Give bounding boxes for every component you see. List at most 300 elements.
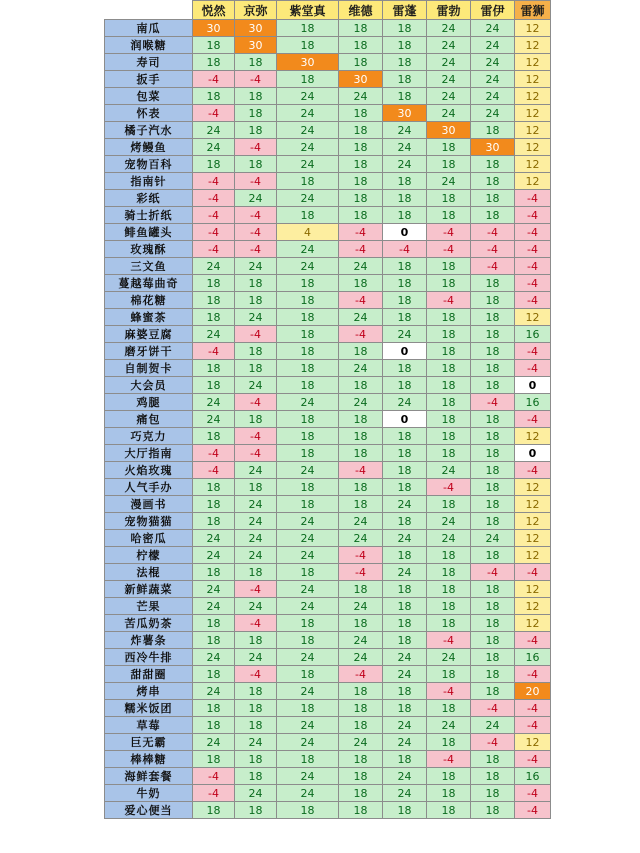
table-cell: 18 <box>339 173 383 190</box>
table-row <box>105 547 551 564</box>
table-cell: 24 <box>471 37 515 54</box>
row-header: 自制贺卡 <box>105 360 193 377</box>
table-cell: 18 <box>193 700 235 717</box>
table-cell: 24 <box>193 122 235 139</box>
table-row <box>105 360 551 377</box>
table-row <box>105 105 551 122</box>
table-cell: 18 <box>383 37 427 54</box>
table-cell: -4 <box>515 564 551 581</box>
table-cell: 18 <box>235 768 277 785</box>
table-cell: 18 <box>235 802 277 819</box>
table-cell: 24 <box>383 394 427 411</box>
table-cell: 24 <box>193 734 235 751</box>
table-cell: 18 <box>235 156 277 173</box>
table-cell: -4 <box>515 360 551 377</box>
table-cell: 24 <box>383 530 427 547</box>
table-cell: -4 <box>235 326 277 343</box>
table-row <box>105 445 551 462</box>
table-row <box>105 207 551 224</box>
table-cell: 18 <box>471 547 515 564</box>
row-header: 法棍 <box>105 564 193 581</box>
table-cell: -4 <box>515 717 551 734</box>
table-cell: -4 <box>515 632 551 649</box>
table-cell: 24 <box>471 88 515 105</box>
table-cell: 24 <box>383 139 427 156</box>
table-cell: 18 <box>235 360 277 377</box>
table-row <box>105 411 551 428</box>
table-cell: 0 <box>515 445 551 462</box>
row-header: 棒棒糖 <box>105 751 193 768</box>
table-body <box>105 20 551 819</box>
table-cell: 18 <box>339 581 383 598</box>
table-cell: 20 <box>515 683 551 700</box>
table-row <box>105 275 551 292</box>
table-cell: 24 <box>427 717 471 734</box>
table-cell: 18 <box>193 717 235 734</box>
table-cell: 18 <box>427 309 471 326</box>
table-cell: -4 <box>515 751 551 768</box>
table-cell: 18 <box>471 649 515 666</box>
table-cell: -4 <box>235 173 277 190</box>
table-cell: 18 <box>193 156 235 173</box>
corner-cell <box>105 1 193 20</box>
table-cell: 18 <box>193 292 235 309</box>
table-cell: 12 <box>515 615 551 632</box>
table-cell: -4 <box>515 700 551 717</box>
table-cell: 18 <box>427 615 471 632</box>
table-cell: -4 <box>235 428 277 445</box>
table-cell: -4 <box>515 190 551 207</box>
table-cell: 24 <box>383 734 427 751</box>
table-row <box>105 496 551 513</box>
row-header: 磨牙饼干 <box>105 343 193 360</box>
table-cell: 18 <box>277 71 339 88</box>
table-cell: 24 <box>235 496 277 513</box>
row-header: 鸡腿 <box>105 394 193 411</box>
table-cell: 18 <box>383 547 427 564</box>
table-cell: -4 <box>427 751 471 768</box>
table-cell: 18 <box>339 683 383 700</box>
table-cell: 24 <box>427 54 471 71</box>
table-cell: 18 <box>471 190 515 207</box>
table-cell: 24 <box>471 54 515 71</box>
table-cell: 24 <box>277 122 339 139</box>
table-row <box>105 734 551 751</box>
table-cell: -4 <box>193 785 235 802</box>
table-cell: 18 <box>277 615 339 632</box>
row-header: 怀表 <box>105 105 193 122</box>
row-header: 彩纸 <box>105 190 193 207</box>
table-cell: 24 <box>471 71 515 88</box>
table-cell: 18 <box>383 190 427 207</box>
table-row <box>105 139 551 156</box>
table-cell: 18 <box>383 207 427 224</box>
table-cell: 30 <box>277 54 339 71</box>
table-cell: 0 <box>383 224 427 241</box>
table-cell: 18 <box>427 598 471 615</box>
table-cell: 24 <box>383 785 427 802</box>
table-row <box>105 479 551 496</box>
table-cell: 24 <box>235 513 277 530</box>
table-row <box>105 122 551 139</box>
table-cell: 24 <box>339 530 383 547</box>
row-header: 爱心便当 <box>105 802 193 819</box>
row-header: 哈密瓜 <box>105 530 193 547</box>
table-cell: 18 <box>383 615 427 632</box>
table-cell: -4 <box>339 241 383 258</box>
table-cell: 24 <box>383 717 427 734</box>
table-cell: -4 <box>471 394 515 411</box>
table-cell: 12 <box>515 479 551 496</box>
table-cell: -4 <box>427 479 471 496</box>
table-cell: 24 <box>383 122 427 139</box>
table-cell: 18 <box>235 54 277 71</box>
table-cell: 30 <box>235 20 277 37</box>
row-header: 烤鳗鱼 <box>105 139 193 156</box>
table-cell: 18 <box>277 751 339 768</box>
table-cell: 18 <box>471 666 515 683</box>
table-cell: 18 <box>235 343 277 360</box>
table-cell: -4 <box>193 241 235 258</box>
table-cell: 24 <box>277 717 339 734</box>
table-cell: 24 <box>193 394 235 411</box>
table-row <box>105 309 551 326</box>
table-cell: -4 <box>471 564 515 581</box>
table-cell: -4 <box>471 734 515 751</box>
table-cell: 18 <box>427 207 471 224</box>
table-cell: 18 <box>235 275 277 292</box>
table-row <box>105 598 551 615</box>
table-cell: 24 <box>193 326 235 343</box>
table-cell: -4 <box>427 683 471 700</box>
table-cell: 18 <box>383 751 427 768</box>
table-cell: 18 <box>277 411 339 428</box>
table-cell: 18 <box>471 479 515 496</box>
row-header: 甜甜圈 <box>105 666 193 683</box>
table-cell: 18 <box>427 445 471 462</box>
table-cell: 30 <box>427 122 471 139</box>
table-cell: 30 <box>383 105 427 122</box>
table-cell: 24 <box>277 649 339 666</box>
table-cell: 18 <box>471 751 515 768</box>
column-header: 紫堂真 <box>277 1 339 20</box>
table-cell: 24 <box>339 734 383 751</box>
table-cell: 18 <box>471 360 515 377</box>
table-cell: 24 <box>235 547 277 564</box>
table-cell: 18 <box>235 751 277 768</box>
table-cell: 18 <box>277 445 339 462</box>
table-cell: 18 <box>339 717 383 734</box>
table-cell: 18 <box>471 581 515 598</box>
table-cell: -4 <box>235 241 277 258</box>
column-header: 维德 <box>339 1 383 20</box>
table-cell: 18 <box>471 207 515 224</box>
table-cell: 30 <box>471 139 515 156</box>
table-cell: -4 <box>235 581 277 598</box>
table-cell: 24 <box>235 598 277 615</box>
table-cell: 18 <box>193 428 235 445</box>
table-cell: 18 <box>471 173 515 190</box>
table-row <box>105 564 551 581</box>
table-row <box>105 71 551 88</box>
table-cell: 18 <box>193 479 235 496</box>
table-cell: 24 <box>235 309 277 326</box>
table-cell: -4 <box>235 207 277 224</box>
table-cell: 18 <box>471 785 515 802</box>
table-cell: 18 <box>383 462 427 479</box>
table-cell: -4 <box>193 445 235 462</box>
row-header: 烤串 <box>105 683 193 700</box>
table-cell: 18 <box>277 377 339 394</box>
table-cell: 18 <box>471 411 515 428</box>
table-cell: 24 <box>277 156 339 173</box>
table-cell: 18 <box>193 513 235 530</box>
table-cell: 18 <box>427 275 471 292</box>
column-header: 京弥 <box>235 1 277 20</box>
table-cell: 18 <box>193 564 235 581</box>
table-cell: 24 <box>339 598 383 615</box>
table-cell: -4 <box>427 632 471 649</box>
table-cell: 24 <box>235 649 277 666</box>
row-header: 蜂蜜茶 <box>105 309 193 326</box>
table-cell: 18 <box>471 768 515 785</box>
table-cell: 18 <box>277 360 339 377</box>
table-cell: 12 <box>515 581 551 598</box>
table-row <box>105 241 551 258</box>
row-header: 骑士折纸 <box>105 207 193 224</box>
table-cell: 12 <box>515 496 551 513</box>
table-cell: -4 <box>515 275 551 292</box>
table-cell: 18 <box>427 581 471 598</box>
row-header: 橘子汽水 <box>105 122 193 139</box>
table-cell: 24 <box>339 88 383 105</box>
table-cell: 18 <box>427 700 471 717</box>
row-header: 漫画书 <box>105 496 193 513</box>
table-cell: 12 <box>515 156 551 173</box>
table-cell: -4 <box>339 326 383 343</box>
table-cell: 18 <box>277 292 339 309</box>
table-cell: -4 <box>471 700 515 717</box>
table-cell: 24 <box>277 105 339 122</box>
table-cell: 18 <box>339 190 383 207</box>
table-cell: 24 <box>383 666 427 683</box>
table-cell: 18 <box>471 377 515 394</box>
table-cell: 18 <box>427 360 471 377</box>
table-row <box>105 326 551 343</box>
table-cell: 24 <box>383 156 427 173</box>
table-row <box>105 683 551 700</box>
table-cell: 24 <box>427 37 471 54</box>
row-header: 蔓越莓曲奇 <box>105 275 193 292</box>
table-cell: 18 <box>383 88 427 105</box>
table-cell: 18 <box>193 802 235 819</box>
table-cell: 24 <box>277 513 339 530</box>
table-cell: 24 <box>339 309 383 326</box>
table-cell: 18 <box>339 275 383 292</box>
row-header: 糯米饭团 <box>105 700 193 717</box>
table-cell: 18 <box>339 428 383 445</box>
row-header: 新鲜蔬菜 <box>105 581 193 598</box>
table-cell: 24 <box>277 683 339 700</box>
table-cell: 18 <box>383 428 427 445</box>
table-cell: 18 <box>471 428 515 445</box>
table-cell: 18 <box>235 683 277 700</box>
table-cell: 24 <box>277 598 339 615</box>
table-row <box>105 37 551 54</box>
table-cell: 18 <box>383 700 427 717</box>
row-header: 玫瑰酥 <box>105 241 193 258</box>
table-cell: -4 <box>339 547 383 564</box>
table-cell: 18 <box>277 632 339 649</box>
table-cell: -4 <box>515 207 551 224</box>
table-cell: 18 <box>339 785 383 802</box>
table-cell: -4 <box>235 445 277 462</box>
table-cell: 24 <box>193 547 235 564</box>
table-cell: 24 <box>383 649 427 666</box>
table-cell: -4 <box>427 292 471 309</box>
table-cell: 0 <box>383 343 427 360</box>
table-cell: -4 <box>515 241 551 258</box>
table-cell: 18 <box>339 700 383 717</box>
table-row <box>105 462 551 479</box>
table-cell: 18 <box>193 360 235 377</box>
row-header: 草莓 <box>105 717 193 734</box>
table-cell: 18 <box>339 479 383 496</box>
row-header: 宠物百科 <box>105 156 193 173</box>
table-cell: 18 <box>339 343 383 360</box>
table-cell: -4 <box>339 666 383 683</box>
table-cell: 18 <box>383 598 427 615</box>
column-header: 雷狮 <box>515 1 551 20</box>
table-cell: 18 <box>193 54 235 71</box>
table-cell: -4 <box>383 241 427 258</box>
table-cell: 18 <box>427 428 471 445</box>
row-header: 炸薯条 <box>105 632 193 649</box>
table-cell: 18 <box>235 105 277 122</box>
row-header: 指南针 <box>105 173 193 190</box>
table-cell: 18 <box>339 445 383 462</box>
table-cell: 24 <box>235 734 277 751</box>
table-cell: 16 <box>515 649 551 666</box>
table-cell: 18 <box>383 513 427 530</box>
column-header: 雷伊 <box>471 1 515 20</box>
table-cell: 18 <box>383 377 427 394</box>
table-cell: 24 <box>427 173 471 190</box>
row-header: 扳手 <box>105 71 193 88</box>
table-cell: -4 <box>235 666 277 683</box>
table-row <box>105 717 551 734</box>
table-cell: -4 <box>235 394 277 411</box>
table-cell: 18 <box>193 37 235 54</box>
table-row <box>105 292 551 309</box>
table-cell: 4 <box>277 224 339 241</box>
table-cell: -4 <box>515 411 551 428</box>
table-cell: 18 <box>193 615 235 632</box>
table-cell: 12 <box>515 734 551 751</box>
table-cell: 18 <box>383 20 427 37</box>
table-cell: -4 <box>193 768 235 785</box>
row-header: 痛包 <box>105 411 193 428</box>
table-cell: -4 <box>515 224 551 241</box>
table-cell: 24 <box>235 190 277 207</box>
table-cell: 18 <box>427 564 471 581</box>
table-cell: 18 <box>339 411 383 428</box>
table-cell: 24 <box>277 241 339 258</box>
table-cell: 24 <box>471 105 515 122</box>
table-cell: 18 <box>277 666 339 683</box>
table-cell: 12 <box>515 54 551 71</box>
table-cell: 24 <box>277 462 339 479</box>
table-row <box>105 88 551 105</box>
table-cell: 18 <box>277 326 339 343</box>
table-cell: 24 <box>471 20 515 37</box>
table-cell: 18 <box>383 258 427 275</box>
table-cell: 18 <box>427 547 471 564</box>
table-cell: 18 <box>471 326 515 343</box>
table-cell: -4 <box>193 343 235 360</box>
table-cell: 18 <box>471 122 515 139</box>
header-row <box>105 1 551 20</box>
table-cell: 18 <box>427 190 471 207</box>
table-cell: 24 <box>339 258 383 275</box>
table-cell: 16 <box>515 394 551 411</box>
table-cell: 18 <box>339 768 383 785</box>
table-cell: 24 <box>427 462 471 479</box>
table-cell: 18 <box>339 139 383 156</box>
table-cell: 24 <box>277 581 339 598</box>
row-header: 苦瓜奶茶 <box>105 615 193 632</box>
table-cell: 12 <box>515 513 551 530</box>
row-header: 宠物猫猫 <box>105 513 193 530</box>
table-cell: -4 <box>515 462 551 479</box>
table-cell: 18 <box>471 598 515 615</box>
table-header <box>105 1 551 20</box>
row-header: 人气手办 <box>105 479 193 496</box>
table-cell: 18 <box>383 581 427 598</box>
table-cell: 18 <box>427 785 471 802</box>
row-header: 大厅指南 <box>105 445 193 462</box>
table-cell: 18 <box>383 632 427 649</box>
row-header: 火焰玫瑰 <box>105 462 193 479</box>
table-cell: 24 <box>193 258 235 275</box>
table-cell: 18 <box>471 615 515 632</box>
table-cell: 18 <box>193 377 235 394</box>
table-cell: 18 <box>471 496 515 513</box>
table-cell: 18 <box>277 343 339 360</box>
table-cell: 18 <box>471 343 515 360</box>
table-cell: 24 <box>235 258 277 275</box>
table-row <box>105 751 551 768</box>
table-cell: 18 <box>339 377 383 394</box>
table-cell: 24 <box>235 377 277 394</box>
table-cell: 18 <box>427 326 471 343</box>
table-cell: 12 <box>515 428 551 445</box>
table-cell: 24 <box>193 683 235 700</box>
table-cell: 18 <box>235 700 277 717</box>
table-cell: 18 <box>427 768 471 785</box>
row-header: 柠檬 <box>105 547 193 564</box>
table-cell: 18 <box>193 666 235 683</box>
table-cell: -4 <box>235 139 277 156</box>
table-cell: 24 <box>193 530 235 547</box>
table-cell: -4 <box>339 292 383 309</box>
table-cell: 12 <box>515 547 551 564</box>
table-row <box>105 802 551 819</box>
table-row <box>105 632 551 649</box>
table-cell: 18 <box>427 377 471 394</box>
table-cell: 0 <box>515 377 551 394</box>
table-cell: 18 <box>339 751 383 768</box>
